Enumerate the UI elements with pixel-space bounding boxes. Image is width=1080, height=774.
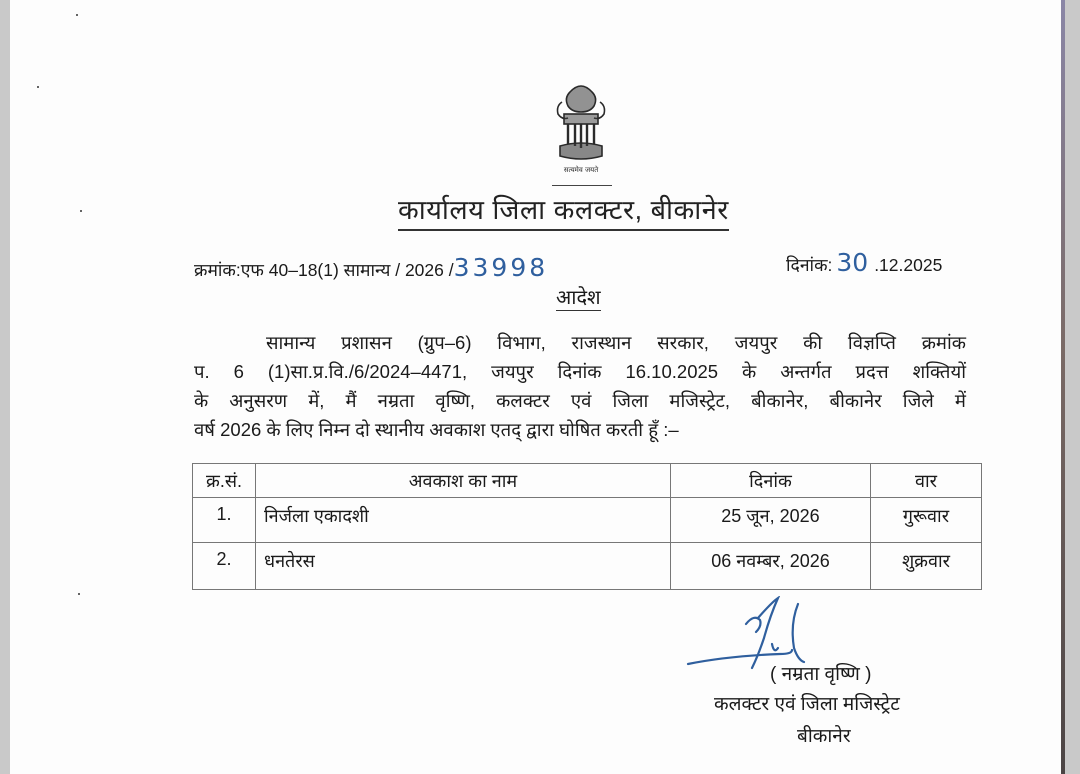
cell-date: 25 जून, 2026 (671, 498, 871, 543)
date-month-year: .12.2025 (874, 255, 943, 275)
signatory-place: बीकानेर (797, 726, 851, 747)
document-page (10, 0, 1062, 774)
scan-speck (37, 86, 39, 88)
table-header-row (193, 464, 982, 498)
page-edge (1061, 0, 1065, 774)
header-holiday-name: अवकाश का नाम (256, 464, 671, 498)
paragraph-line: प. 6 (1)सा.प्र.वि./6/2024–4471, जयपुर दिनांक 16.10.2025 के अन्तर्गत प्रदत्त शक्तियों (194, 361, 966, 382)
reference-label: क्रमांक:एफ 40–18(1) सामान्य / 2026 / (194, 260, 454, 280)
svg-text:सत्यमेव जयते: सत्यमेव जयते (563, 166, 599, 174)
cell-holiday-name: धनतेरस (256, 543, 671, 590)
holiday-table (192, 463, 982, 590)
cell-serial-no: 2. (193, 543, 256, 590)
date-label: दिनांक: (786, 255, 833, 275)
scan-speck (80, 210, 82, 212)
paragraph-line: सामान्य प्रशासन (ग्रुप–6) विभाग, राजस्थान सरकार, जयपुर की विज्ञप्ति क्रमांक (266, 332, 966, 353)
emblem-underline (552, 185, 612, 186)
handwritten-reference-number: 33998 (453, 253, 549, 282)
scan-speck (78, 593, 80, 595)
table-row (193, 543, 982, 590)
paragraph-line: के अनुसरण में, मैं नम्रता वृष्णि, कलक्टर एवं जिला मजिस्ट्रेट, बीकानेर, बीकानेर जिले में (194, 390, 966, 411)
order-heading: आदेश (556, 283, 601, 311)
signatory-designation: कलक्टर एवं जिला मजिस्ट्रेट (714, 694, 900, 715)
cell-weekday: गुरूवार (871, 498, 982, 543)
signatory-name: ( नम्रता वृष्णि ) (770, 664, 872, 685)
header-date: दिनांक (671, 464, 871, 498)
table-row (193, 498, 982, 543)
header-weekday: वार (871, 464, 982, 498)
cell-serial-no: 1. (193, 498, 256, 543)
office-title: कार्यालय जिला कलक्टर, बीकानेर (398, 190, 729, 231)
order-paragraph (194, 328, 966, 444)
paragraph-line: वर्ष 2026 के लिए निम्न दो स्थानीय अवकाश एतद् द्वारा घोषित करती हूँ :– (194, 419, 679, 440)
reference-number (194, 253, 548, 282)
state-emblem-icon (550, 78, 612, 176)
cell-weekday: शुक्रवार (871, 543, 982, 590)
cell-date: 06 नवम्बर, 2026 (671, 543, 871, 590)
header-serial-no: क्र.सं. (193, 464, 256, 498)
order-date (786, 248, 942, 277)
cell-holiday-name: निर्जला एकादशी (256, 498, 671, 543)
handwritten-date-day: 30 (836, 248, 869, 277)
scan-speck (76, 14, 78, 16)
